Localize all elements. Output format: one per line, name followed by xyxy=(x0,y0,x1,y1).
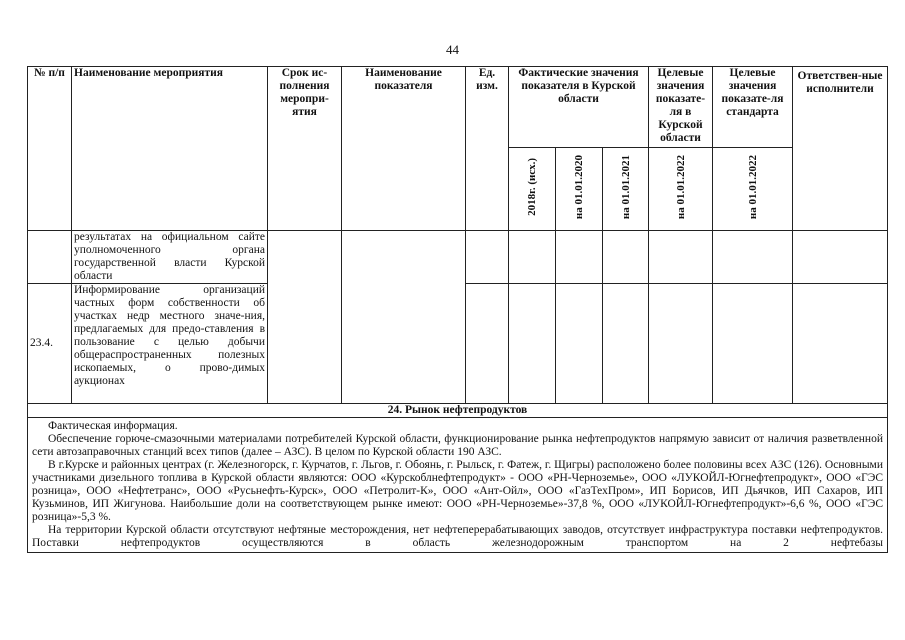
section-title: 24. Рынок нефтепродуктов xyxy=(28,404,888,418)
header-target-region: Целевые значения показате-ля в Курской области xyxy=(649,67,713,148)
paragraph: Обеспечение горюче-смазочными материалами потребителей Курской области, функционирование рынка нефтепродуктов напрямую зависит от наличия разветвленной сети автозаправочных станций всех типов (далее – АЗС). В целом по Курской области 190 АЗС. xyxy=(32,433,883,458)
header-unit: Ед. изм. xyxy=(466,67,509,231)
header-num: № п/п xyxy=(28,67,72,231)
section-text xyxy=(28,418,888,553)
header-deadline: Срок ис-полнения меропри-ятия xyxy=(268,67,342,231)
paragraph: Фактическая информация. xyxy=(48,420,178,432)
page-number: 44 xyxy=(446,42,459,57)
header-2018: 2018г. (исх.) xyxy=(526,158,538,216)
table-row xyxy=(28,231,888,284)
paragraph: На территории Курской области отсутствуют нефтяные месторождения, нет нефтеперерабатывающих заводов, отсутствует инфраструктура поставки нефтепродуктов. Поставки нефтепродуктов осуществляются в область железнодорожным транспортом на 2 нефтебазы xyxy=(32,524,883,549)
header-2021: на 01.01.2021 xyxy=(619,154,632,220)
row-num: 23.4. xyxy=(28,284,72,404)
header-indicator: Наименование показателя xyxy=(342,67,466,231)
row-event: результатах на официальном сайте уполномоченного органа государственной власти Курской области xyxy=(72,231,268,284)
header-responsible: Ответствен-ные исполнители xyxy=(793,67,888,231)
header-2020: на 01.01.2020 xyxy=(573,154,585,220)
paragraph: В г.Курске и районных центрах (г. Железногорск, г. Курчатов, г. Льгов, г. Обоянь, г. Рыльск, г. Фатеж, г. Щигры) расположено более половины всех АЗС (126). Основными участниками дизельного топлива в Курской области являются: ООО «Курскоблнефтепродукт» - ООО «РН-Черноземье», ООО «ЛУКОЙЛ-Югнефтепродукт», ООО «ГЭС розница», ООО «Нефтетранс», ООО «Русьнефть-Курск», ООО «Петролит-К», ООО «Ант-Ойл», ООО «ГазТехПром», ИП Борисов, ИП Дьячков, ИП Сахаров, ИП Кузьминов, ИП Жигунова. Наибольшие доли на соответствующем рынке имеют: ООО «РН-Черноземье»-37,8 %, ООО «ЛУКОЙЛ-Югнефтепродукт»-6,6 %, ООО «ГЭС розница»-5,3 %. xyxy=(32,459,883,523)
measures-table xyxy=(27,66,888,553)
header-2022-standard: на 01.01.2022 xyxy=(746,154,759,220)
row-event: Информирование организаций частных форм собственности об участках недр местного значе-ния, предлагаемых для предо-ставления в пользование с целью добычи общераспространенных полезных ископаемых, о прово-димых аукционах xyxy=(72,284,268,404)
row-num xyxy=(28,231,72,284)
header-target-standard: Целевые значения показате-ля стандарта xyxy=(713,67,793,148)
header-event: Наименование мероприятия xyxy=(72,67,268,231)
header-actual: Фактические значения показателя в Курской области xyxy=(509,67,649,148)
header-2022-region: на 01.01.2022 xyxy=(674,154,687,220)
